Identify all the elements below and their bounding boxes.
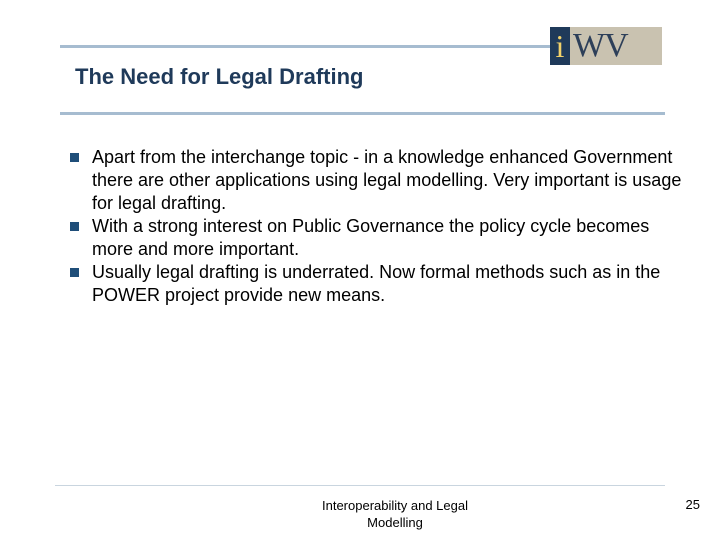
footer-text: Interoperability and Legal Modelling: [322, 498, 468, 530]
page-number: 25: [685, 497, 700, 512]
square-bullet-icon: [70, 268, 79, 277]
square-bullet-icon: [70, 222, 79, 231]
bullet-item: [70, 215, 690, 261]
slide-title: The Need for Legal Drafting: [75, 64, 364, 89]
bullet-list: [70, 146, 690, 307]
top-rule: [60, 45, 550, 48]
bullet-text: With a strong interest on Public Governance the policy cycle becomes more and more important.: [92, 216, 650, 259]
title-rule: [60, 112, 665, 115]
logo-i-letter: i: [550, 27, 570, 65]
bullet-item: [70, 261, 690, 307]
footer-rule: [55, 485, 665, 486]
bullet-item: [70, 146, 690, 215]
square-bullet-icon: [70, 153, 79, 162]
logo-wv-letters: WV: [573, 27, 628, 64]
iwv-logo: [550, 27, 662, 65]
bullet-text: Apart from the interchange topic - in a knowledge enhanced Government there are other applications using legal modelling. Very important is usage for legal drafting.: [92, 147, 682, 213]
bullet-text: Usually legal drafting is underrated. Now formal methods such as in the POWER project provide new means.: [92, 262, 661, 305]
